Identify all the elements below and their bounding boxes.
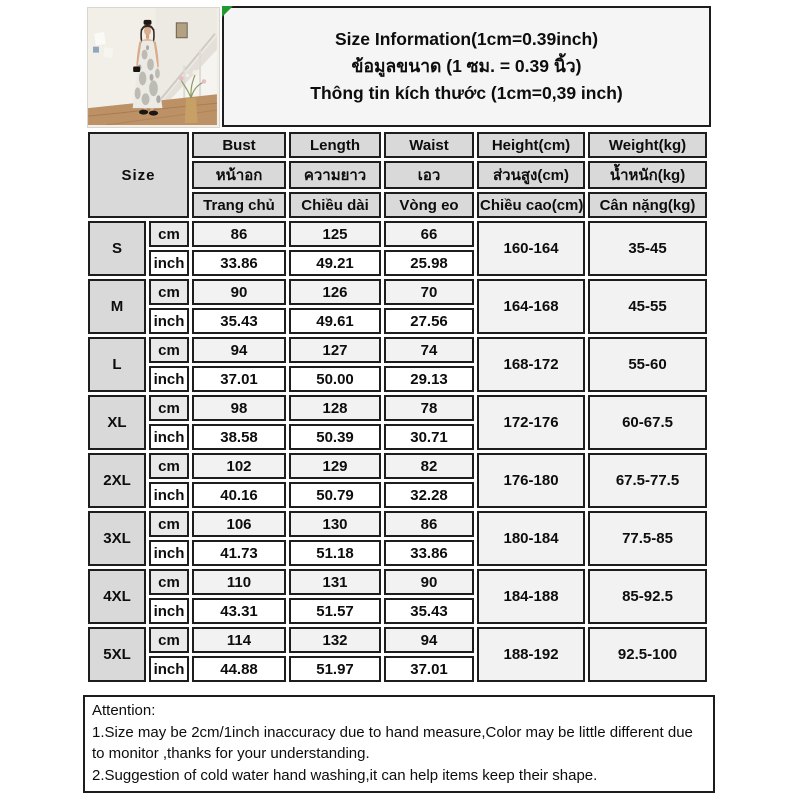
measurement-cell-cm: 66 <box>384 221 474 247</box>
measurement-cell-cm: 132 <box>289 627 381 653</box>
column-header-vi: Vòng eo <box>384 192 474 218</box>
size-row-label: L <box>88 337 146 392</box>
unit-cell-cm: cm <box>149 569 189 595</box>
measurement-cell-inch: 35.43 <box>384 598 474 624</box>
unit-cell-inch: inch <box>149 366 189 392</box>
product-photo <box>87 7 220 128</box>
measurement-cell-cm: 70 <box>384 279 474 305</box>
height-range-cell: 176-180 <box>477 453 585 508</box>
header-row-en <box>88 132 707 158</box>
measurement-cell-cm: 106 <box>192 511 286 537</box>
measurement-cell-cm: 126 <box>289 279 381 305</box>
table-row <box>88 337 707 363</box>
unit-cell-inch: inch <box>149 656 189 682</box>
column-header-en: Height(cm) <box>477 132 585 158</box>
table-row <box>88 569 707 595</box>
column-header-th: หน้าอก <box>192 161 286 189</box>
height-range-cell: 172-176 <box>477 395 585 450</box>
measurement-cell-cm: 114 <box>192 627 286 653</box>
measurement-cell-inch: 27.56 <box>384 308 474 334</box>
title-vietnamese: Thông tin kích thước (1cm=0,39 inch) <box>310 83 623 103</box>
unit-cell-inch: inch <box>149 424 189 450</box>
measurement-cell-cm: 86 <box>384 511 474 537</box>
table-row <box>88 395 707 421</box>
table-row <box>88 627 707 653</box>
measurement-cell-inch: 29.13 <box>384 366 474 392</box>
handbag <box>133 67 140 72</box>
unit-cell-inch: inch <box>149 308 189 334</box>
measurement-cell-inch: 33.86 <box>384 540 474 566</box>
measurement-cell-cm: 90 <box>384 569 474 595</box>
measurement-cell-cm: 74 <box>384 337 474 363</box>
model-photo-illustration <box>88 8 217 125</box>
height-range-cell: 160-164 <box>477 221 585 276</box>
unit-cell-cm: cm <box>149 395 189 421</box>
top-section <box>85 6 715 127</box>
wall-paper-note <box>94 32 105 45</box>
measurement-cell-cm: 102 <box>192 453 286 479</box>
measurement-cell-inch: 51.57 <box>289 598 381 624</box>
height-range-cell: 188-192 <box>477 627 585 682</box>
measurement-cell-cm: 110 <box>192 569 286 595</box>
weight-range-cell: 35-45 <box>588 221 707 276</box>
measurement-cell-inch: 25.98 <box>384 250 474 276</box>
column-header-en: Bust <box>192 132 286 158</box>
column-header-th: เอว <box>384 161 474 189</box>
measurement-cell-inch: 33.86 <box>192 250 286 276</box>
measurement-cell-cm: 129 <box>289 453 381 479</box>
column-header-vi: Chiều dài <box>289 192 381 218</box>
column-header-th: ความยาว <box>289 161 381 189</box>
weight-range-cell: 55-60 <box>588 337 707 392</box>
measurement-cell-cm: 130 <box>289 511 381 537</box>
weight-range-cell: 92.5-100 <box>588 627 707 682</box>
measurement-cell-cm: 125 <box>289 221 381 247</box>
size-row-label: 5XL <box>88 627 146 682</box>
measurement-cell-inch: 35.43 <box>192 308 286 334</box>
unit-cell-cm: cm <box>149 337 189 363</box>
column-header-en: Waist <box>384 132 474 158</box>
measurement-cell-inch: 44.88 <box>192 656 286 682</box>
measurement-cell-cm: 94 <box>384 627 474 653</box>
unit-cell-cm: cm <box>149 511 189 537</box>
measurement-cell-cm: 82 <box>384 453 474 479</box>
column-header-th: น้ำหนัก(kg) <box>588 161 707 189</box>
height-range-cell: 168-172 <box>477 337 585 392</box>
unit-cell-inch: inch <box>149 540 189 566</box>
title-thai: ข้อมูลขนาด (1 ซม. = 0.39 นิ้ว) <box>351 56 582 76</box>
size-row-label: S <box>88 221 146 276</box>
measurement-cell-inch: 37.01 <box>384 656 474 682</box>
measurement-cell-cm: 128 <box>289 395 381 421</box>
size-row-label: M <box>88 279 146 334</box>
height-range-cell: 180-184 <box>477 511 585 566</box>
measurement-cell-inch: 40.16 <box>192 482 286 508</box>
column-header-th: ส่วนสูง(cm) <box>477 161 585 189</box>
unit-cell-inch: inch <box>149 482 189 508</box>
size-chart-content <box>85 6 715 793</box>
green-corner-marker-icon <box>222 6 233 17</box>
measurement-cell-inch: 49.21 <box>289 250 381 276</box>
column-header-vi: Cân nặng(kg) <box>588 192 707 218</box>
measurement-cell-inch: 51.97 <box>289 656 381 682</box>
attention-line-1: 1.Size may be 2cm/1inch inaccuracy due to hand measure,Color may be little different due to monitor ,thanks for your understanding. <box>92 723 693 762</box>
table-row <box>88 511 707 537</box>
weight-range-cell: 77.5-85 <box>588 511 707 566</box>
measurement-cell-cm: 78 <box>384 395 474 421</box>
size-table <box>85 129 710 685</box>
measurement-cell-inch: 37.01 <box>192 366 286 392</box>
measurement-cell-cm: 127 <box>289 337 381 363</box>
measurement-cell-inch: 41.73 <box>192 540 286 566</box>
measurement-cell-inch: 51.18 <box>289 540 381 566</box>
measurement-cell-inch: 50.00 <box>289 366 381 392</box>
size-info-title-box <box>222 6 711 127</box>
column-header-vi: Chiều cao(cm) <box>477 192 585 218</box>
table-row <box>88 279 707 305</box>
attention-line-2: 2.Suggestion of cold water hand washing,it can help items keep their shape. <box>92 766 598 784</box>
measurement-cell-inch: 43.31 <box>192 598 286 624</box>
measurement-cell-inch: 49.61 <box>289 308 381 334</box>
size-row-label: XL <box>88 395 146 450</box>
unit-cell-cm: cm <box>149 221 189 247</box>
size-row-label: 2XL <box>88 453 146 508</box>
unit-cell-cm: cm <box>149 627 189 653</box>
unit-cell-cm: cm <box>149 453 189 479</box>
measurement-cell-inch: 32.28 <box>384 482 474 508</box>
column-header-en: Weight(kg) <box>588 132 707 158</box>
column-header-en: Length <box>289 132 381 158</box>
column-header-vi: Trang chủ <box>192 192 286 218</box>
measurement-cell-inch: 38.58 <box>192 424 286 450</box>
wall-frame <box>176 23 187 38</box>
size-row-label: 4XL <box>88 569 146 624</box>
weight-range-cell: 45-55 <box>588 279 707 334</box>
unit-cell-inch: inch <box>149 250 189 276</box>
weight-range-cell: 67.5-77.5 <box>588 453 707 508</box>
unit-cell-cm: cm <box>149 279 189 305</box>
measurement-cell-inch: 30.71 <box>384 424 474 450</box>
weight-range-cell: 60-67.5 <box>588 395 707 450</box>
title-english: Size Information(1cm=0.39inch) <box>334 29 599 49</box>
attention-box <box>83 695 715 793</box>
measurement-cell-inch: 50.39 <box>289 424 381 450</box>
measurement-cell-inch: 50.79 <box>289 482 381 508</box>
measurement-cell-cm: 90 <box>192 279 286 305</box>
measurement-cell-cm: 94 <box>192 337 286 363</box>
weight-range-cell: 85-92.5 <box>588 569 707 624</box>
measurement-cell-cm: 98 <box>192 395 286 421</box>
size-table-corner-label: Size <box>88 132 189 218</box>
table-row <box>88 221 707 247</box>
unit-cell-inch: inch <box>149 598 189 624</box>
height-range-cell: 164-168 <box>477 279 585 334</box>
measurement-cell-cm: 86 <box>192 221 286 247</box>
height-range-cell: 184-188 <box>477 569 585 624</box>
measurement-cell-cm: 131 <box>289 569 381 595</box>
table-row <box>88 453 707 479</box>
size-row-label: 3XL <box>88 511 146 566</box>
attention-heading: Attention: <box>92 702 156 719</box>
